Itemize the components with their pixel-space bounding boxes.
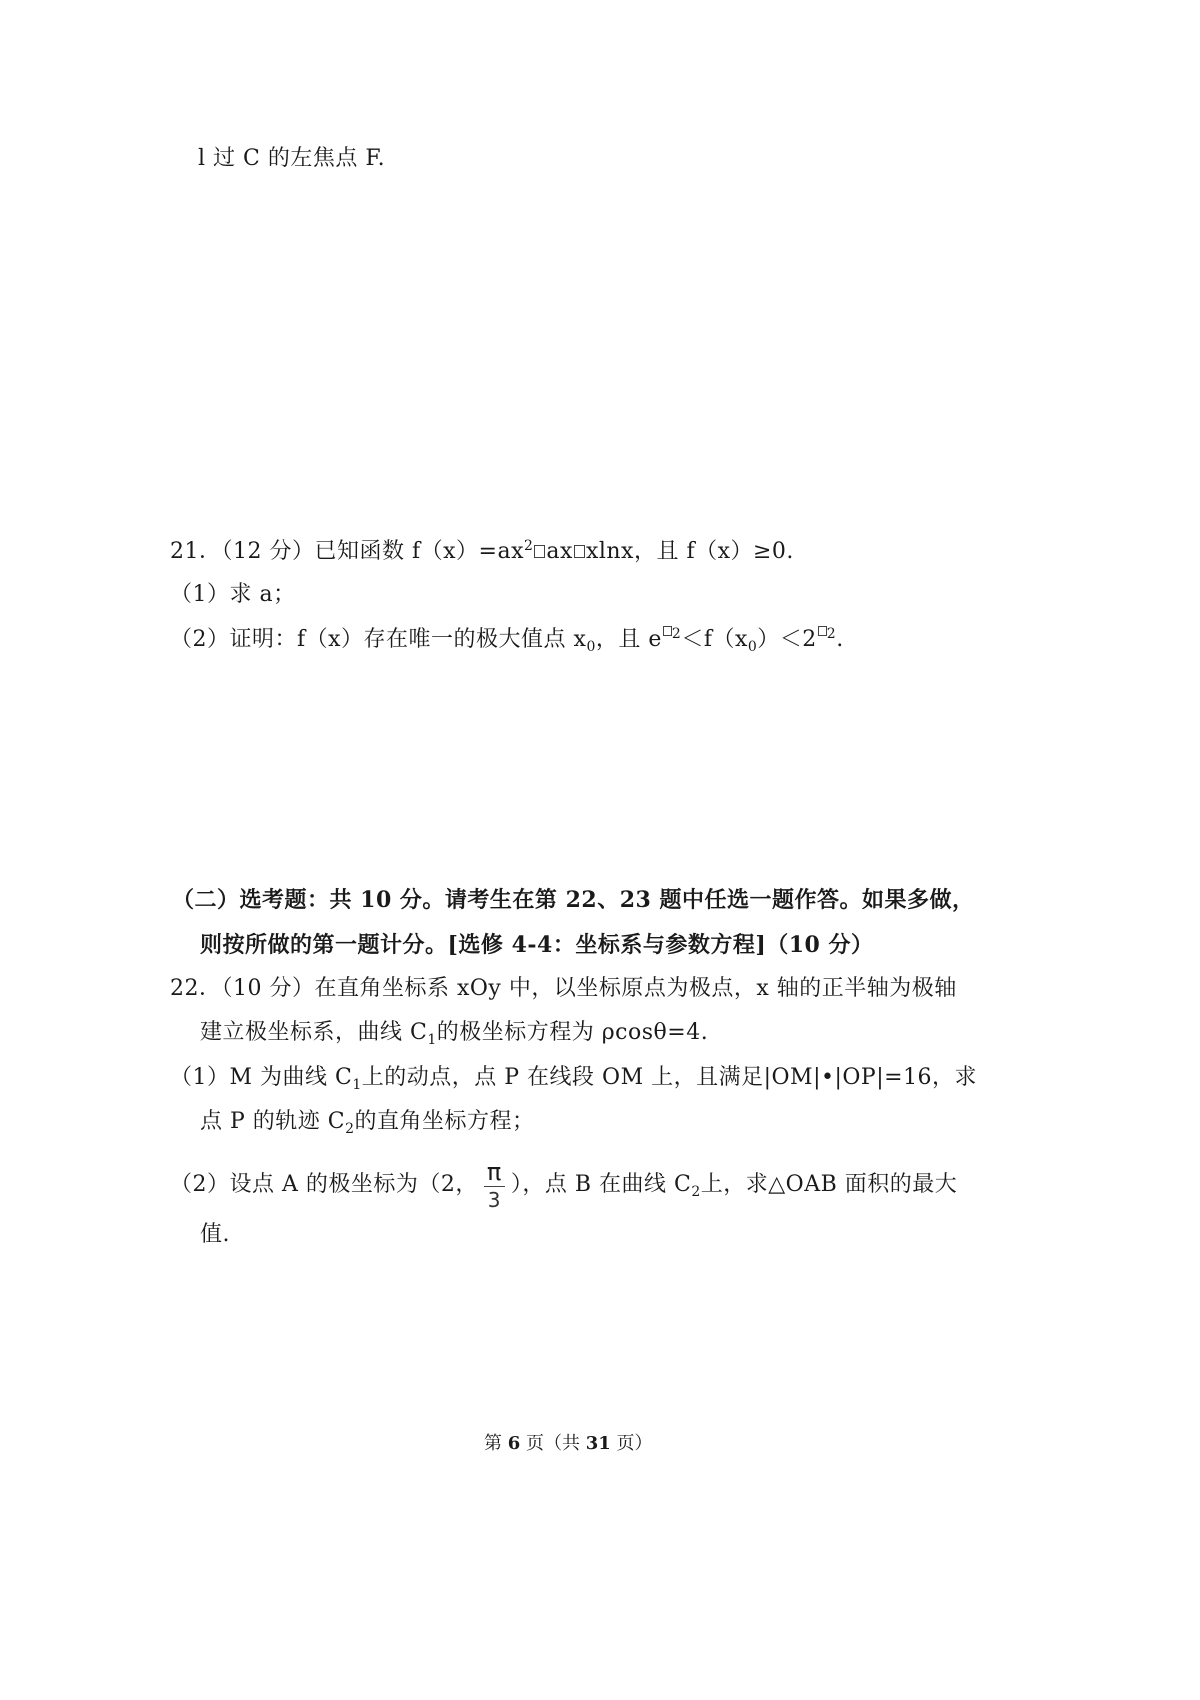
- text: 则按所做的第一题计分。[选修 4-4：坐标系与参数方程]（10 分）: [200, 932, 874, 958]
- q22-part2-line1: [170, 1155, 957, 1215]
- fraction-denominator: 3: [487, 1187, 501, 1212]
- total-pages: 31: [585, 1433, 611, 1454]
- fraction-pi-over-3: [484, 1158, 505, 1213]
- text-line-focus: [198, 144, 385, 174]
- subscript: 1: [352, 1077, 362, 1093]
- q22-stem-line2: [200, 1018, 708, 1048]
- text: （2）证明：f（x）存在唯一的极大值点 x: [170, 627, 587, 652]
- text: ax: [546, 539, 573, 564]
- q22-part2-line2: [200, 1220, 230, 1250]
- q21-part2: [170, 625, 844, 655]
- text: 页（共: [520, 1433, 586, 1454]
- text: 的极坐标方程为 ρcosθ=4.: [436, 1020, 709, 1045]
- subscript: 2: [345, 1121, 355, 1137]
- text: 21．（12 分）已知函数 f（x）=ax: [170, 539, 524, 564]
- text: （2）设点 A 的极坐标为（2，: [170, 1172, 478, 1197]
- subscript: 0: [747, 639, 758, 655]
- subscript: 0: [586, 639, 596, 655]
- text: 页）: [610, 1433, 653, 1454]
- superscript: 2: [671, 626, 682, 642]
- subscript: 1: [427, 1032, 437, 1048]
- text: 上，求△OAB 面积的最大: [700, 1172, 958, 1197]
- page-footer: [484, 1432, 653, 1456]
- text: 的直角坐标方程；: [354, 1109, 535, 1134]
- superscript: 2: [523, 538, 534, 554]
- text: （1）M 为曲线 C: [170, 1065, 353, 1090]
- section-heading-line2: [200, 930, 874, 960]
- text: 22．（10 分）在直角坐标系 xOy 中，以坐标原点为极点，x 轴的正半轴为极轴: [170, 976, 957, 1001]
- text: （1）求 a；: [170, 582, 296, 607]
- missing-glyph-box: [818, 626, 827, 636]
- text: l 过 C 的左焦点 F.: [198, 146, 386, 171]
- q22-stem-line1: [170, 974, 957, 1004]
- text: .: [836, 627, 844, 652]
- page-number: 6: [507, 1433, 521, 1454]
- q21-part1: [170, 580, 296, 610]
- subscript: 2: [691, 1184, 701, 1200]
- text: ＜f（x: [681, 627, 748, 652]
- text: ，且 e: [595, 627, 662, 652]
- section-heading-line1: [172, 885, 975, 915]
- missing-glyph-box: [574, 545, 585, 558]
- text: （二）选考题：共 10 分。请考生在第 22、23 题中任选一题作答。如果多做，: [172, 887, 975, 913]
- text: 上的动点，点 P 在线段 OM 上，且满足|OM|•|OP|=16，求: [361, 1065, 978, 1090]
- superscript: 2: [826, 626, 837, 642]
- text: 建立极坐标系，曲线 C: [200, 1020, 428, 1045]
- text: 第: [484, 1433, 508, 1454]
- q21-stem: [170, 537, 794, 567]
- text: ）＜2: [757, 627, 817, 652]
- text: ），点 B 在曲线 C: [510, 1172, 692, 1197]
- text: 点 P 的轨迹 C: [200, 1109, 346, 1134]
- missing-glyph-box: [663, 626, 672, 636]
- q22-part1-line1: [170, 1063, 977, 1093]
- text: xlnx，且 f（x）≥0.: [585, 539, 794, 564]
- missing-glyph-box: [534, 545, 545, 558]
- fraction-numerator: π: [484, 1158, 505, 1187]
- q22-part1-line2: [200, 1107, 535, 1137]
- text: 值.: [200, 1222, 230, 1247]
